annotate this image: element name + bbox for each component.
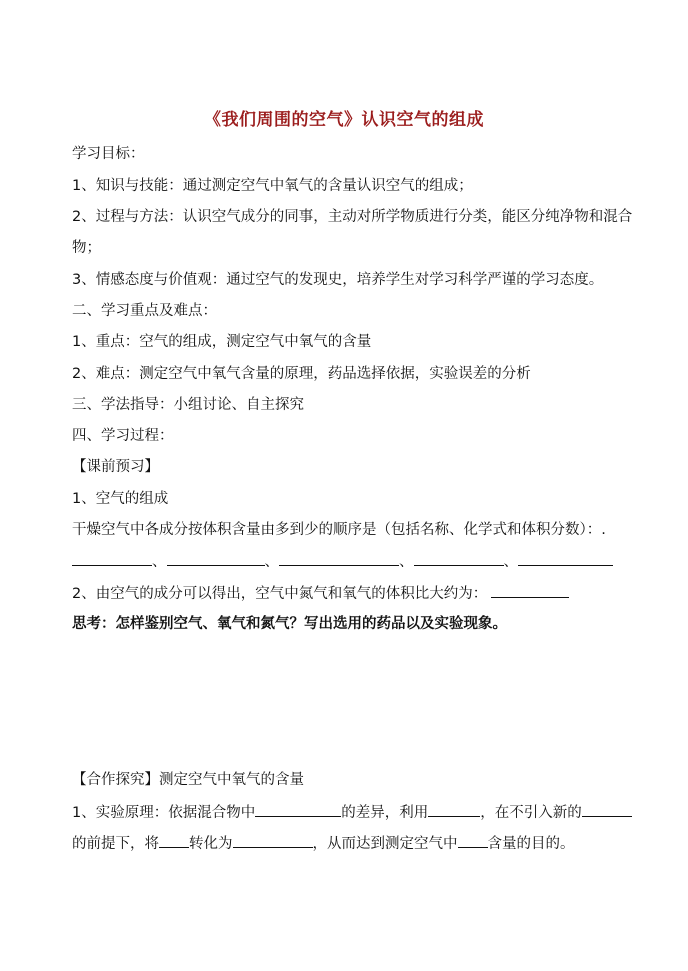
principle-blank-3[interactable]	[582, 802, 632, 817]
separator-4: 、	[503, 554, 518, 570]
separator-2: 、	[264, 554, 279, 570]
goal-knowledge-skills: 1、知识与技能：通过测定空气中氧气的含量认识空气的组成；	[72, 178, 473, 194]
experiment-principle-line-2	[72, 833, 575, 854]
study-method-heading: 三、学法指导：小组讨论、自主探究	[72, 397, 304, 413]
cooperative-inquiry-heading: 【合作探究】测定空气中氧气的含量	[72, 772, 304, 788]
page-title: 《我们周围的空气》认识空气的组成	[204, 110, 484, 130]
volume-ratio-blank[interactable]	[491, 583, 569, 598]
goal-process-methods: 2、过程与方法：认识空气成分的同事，主动对所学物质进行分类，能区分纯净物和混合	[72, 209, 633, 225]
principle-text-a: 1、实验原理：依据混合物中	[72, 805, 256, 821]
key-points-heading: 二、学习重点及难点：	[72, 303, 217, 319]
principle-blank-1[interactable]	[255, 802, 341, 817]
answer-blank-2[interactable]	[167, 551, 265, 566]
experiment-principle-line-1	[72, 802, 632, 823]
principle-text-c: ，在不引入新的	[480, 805, 582, 821]
learning-goals-heading: 学习目标：	[72, 146, 145, 162]
principle-blank-5[interactable]	[233, 833, 313, 848]
volume-ratio-text: 2、由空气的成分可以得出，空气中氮气和氧气的体积比大约为：	[72, 586, 488, 602]
composition-answer-row	[72, 551, 613, 572]
principle-blank-2[interactable]	[428, 802, 480, 817]
goal-process-methods-continued: 物；	[72, 240, 101, 256]
separator-1: 、	[152, 554, 167, 570]
composition-question-text: 干燥空气中各成分按体积含量由多到少的顺序是（包括名称、化学式和体积分数）：	[72, 522, 602, 538]
principle-text-f: ，从而达到测定空气中	[312, 836, 458, 852]
answer-blank-5[interactable]	[518, 551, 613, 566]
composition-question	[72, 520, 606, 540]
answer-blank-4[interactable]	[414, 551, 504, 566]
volume-ratio-question	[72, 583, 569, 604]
answer-blank-1[interactable]	[72, 551, 152, 566]
principle-text-d: 的前提下，将	[72, 836, 159, 852]
principle-blank-4[interactable]	[159, 833, 189, 848]
answer-blank-3[interactable]	[279, 551, 399, 566]
preview-section-heading: 【课前预习】	[72, 459, 159, 475]
key-point-focus: 1、重点：空气的组成，测定空气中氧气的含量	[72, 334, 372, 350]
air-composition-heading: 1、空气的组成	[72, 491, 169, 507]
separator-3: 、	[399, 554, 414, 570]
principle-blank-6[interactable]	[458, 833, 488, 848]
learning-process-heading: 四、学习过程：	[72, 428, 174, 444]
principle-text-g: 含量的目的。	[487, 836, 575, 852]
principle-text-b: 的差异，利用	[341, 805, 429, 821]
goal-attitude-values: 3、情感态度与价值观：通过空气的发现史，培养学生对学习科学严谨的学习态度。	[72, 272, 604, 288]
thinking-question: 思考：怎样鉴别空气、氧气和氮气？写出选用的药品以及实验现象。	[72, 616, 507, 632]
composition-question-dot: .	[601, 522, 606, 538]
key-point-difficulty: 2、难点：测定空气中氧气含量的原理，药品选择依据，实验误差的分析	[72, 366, 531, 382]
principle-text-e: 转化为	[189, 836, 233, 852]
